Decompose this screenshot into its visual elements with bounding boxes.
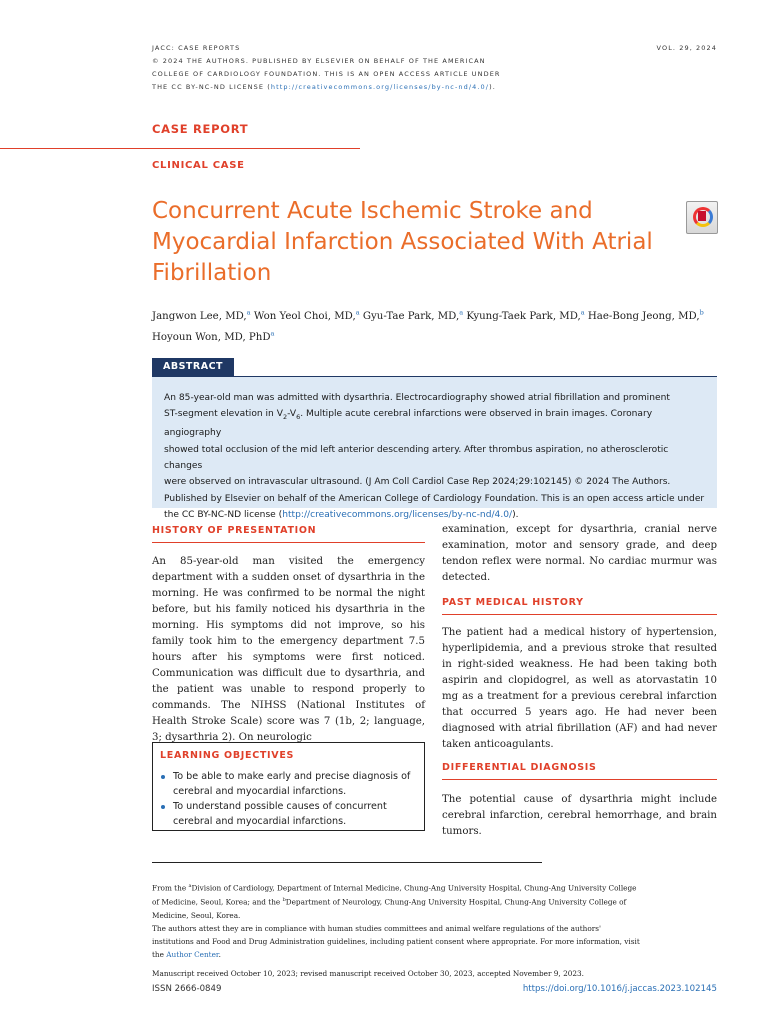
learning-objectives-box [152,742,425,831]
manuscript-dates: Manuscript received October 10, 2023; revised manuscript received October 30, 2023, accepted November 9, 2023. [152,968,584,978]
learning-objectives-list [160,770,416,829]
author: Hoyoun Won, MD, PhD$^a$ [152,329,275,343]
article-type: CASE REPORT [152,122,249,136]
affiliation-marker[interactable]: a [246,309,251,317]
list-item: To be able to make early and precise diagnosis of cerebral and myocardial infarctions. [173,770,416,799]
crossmark-ribbon-icon [698,211,706,221]
abstract-box [152,376,717,520]
author: Kyung-Taek Park, MD,$^a$ [466,309,585,323]
issn: ISSN 2666-0849 [152,984,222,994]
affiliation-marker[interactable]: a [355,309,360,317]
differential-text: The potential cause of dysarthria might include cerebral infarction, cerebral hemorrhage, and brain tumors. [442,794,717,837]
history-text-continued: examination, except for dysarthria, cranial nerve examination, motor and sensory grade, and deep tendon reflex were normal. No cardiac murmur was detected. [442,524,717,583]
abstract-text: An 85-year-old man was admitted with dysarthria. Electrocardiography showed atrial fibrillation and prominent ST-segment elevation in $V_2-V_6$. Multiple acute cerebral infarctions were observed in brain images. Coronary angiography showed total occlusion of the mid left anterior descending artery. After thrombus aspiration, no atherosclerotic changes were observed on intravascular ultrasound. (J Am Coll Cardiol Case Rep 2024;29:102145) © 2024 The Authors. Published by Elsevier on behalf of the American College of Cardiology Foundation. This is an open access article under the CC BY-NC-ND license (http://creativecommons.org/licenses/by-nc-nd/4.0/). [164,393,705,520]
doi-link[interactable]: https://doi.org/10.1016/j.jaccas.2023.102145 [522,984,717,994]
license-link[interactable]: http://creativecommons.org/licenses/by-nc-nd/4.0/ [282,509,513,520]
section-rule [442,614,717,615]
history-text: An 85-year-old man visited the emergency department with a sudden onset of dysarthria in the morning. He was confirmed to be normal the night before, but his family noticed his dysarthria in the morning. His symptoms did not improve, so his family took him to the emergency department 7.5 hours after his symptoms were first noticed. Communication was difficult due to dysarthria, and the patient was unable to respond properly to commands. The NIHSS (National Institutes of Health Stroke Scale) score was 7 (1b, 2; language, 3; dysarthria 2). On neurologic [152,556,425,743]
volume-label: VOL. 29, 2024 [656,44,717,52]
footnotes [152,880,642,980]
section-rule [152,542,425,543]
author: Hae-Bong Jeong, MD,$^b$ [587,309,704,323]
section-heading: HISTORY OF PRESENTATION [152,525,317,536]
affiliation-marker[interactable]: b [699,309,704,317]
footnote-divider [152,862,542,863]
copyright-line: © 2024 THE AUTHORS. PUBLISHED BY ELSEVIER ON BEHALF OF THE AMERICAN [152,57,486,65]
affiliation-marker[interactable]: a [580,309,585,317]
section-heading: DIFFERENTIAL DIAGNOSIS [442,762,597,773]
license-line: THE CC BY-NC-ND LICENSE (http://creativecommons.org/licenses/by-nc-nd/4.0/). [152,83,496,91]
compliance-note: The authors attest they are in compliance with human studies committees and animal welfare regulations of the authors' institutions and Food and Drug Administration guidelines, including patient consent where appropriate. For more information, visit the Author Center. [152,923,640,959]
crossmark-icon[interactable] [686,201,718,234]
journal-header [152,42,501,94]
affiliation-note: From the $^a$Division of Cardiology, Department of Internal Medicine, Chung-Ang University Hospital, Chung-Ang University College of Medicine, Seoul, Korea; and the $^b$Department of Neurology, Chung-Ang University Hospital, Chung-Ang University College of Medicine, Seoul, Korea. [152,883,637,920]
author-center-link[interactable]: Author Center [166,949,219,959]
article-subtype: CLINICAL CASE [152,160,245,171]
article-title: Concurrent Acute Ischemic Stroke and Myocardial Infarction Associated With Atrial Fibrillation [152,198,653,286]
section-heading: PAST MEDICAL HISTORY [442,597,584,608]
affiliation-marker[interactable]: a [270,329,275,338]
author: Won Yeol Choi, MD,$^a$ [253,309,360,323]
learning-objectives-heading: LEARNING OBJECTIVES [160,750,295,761]
divider [0,148,360,149]
copyright-line: COLLEGE OF CARDIOLOGY FOUNDATION. THIS IS AN OPEN ACCESS ARTICLE UNDER [152,70,501,78]
affiliation-marker[interactable]: a [459,309,464,317]
section-rule [442,779,717,780]
list-item: To understand possible causes of concurrent cerebral and myocardial infarctions. [173,800,416,829]
author: Gyu-Tae Park, MD,$^a$ [362,309,464,323]
abstract-label: ABSTRACT [152,358,234,376]
journal-name: JACC: CASE REPORTS [152,44,241,52]
past-history-text: The patient had a medical history of hypertension, hyperlipidemia, and a previous stroke that resulted in right-sided weakness. He had been taking both aspirin and clopidogrel, as well as atorvastatin 10 mg as a treatment for a previous cerebral infarction that occurred 5 years ago. He had never been diagnosed with atrial fibrillation (AF) and had never taken anticoagulants. [442,627,717,750]
author-list [152,305,718,346]
author: Jangwon Lee, MD,$^a$ [152,309,251,323]
license-link[interactable]: http://creativecommons.org/licenses/by-nc-nd/4.0/ [270,83,490,91]
